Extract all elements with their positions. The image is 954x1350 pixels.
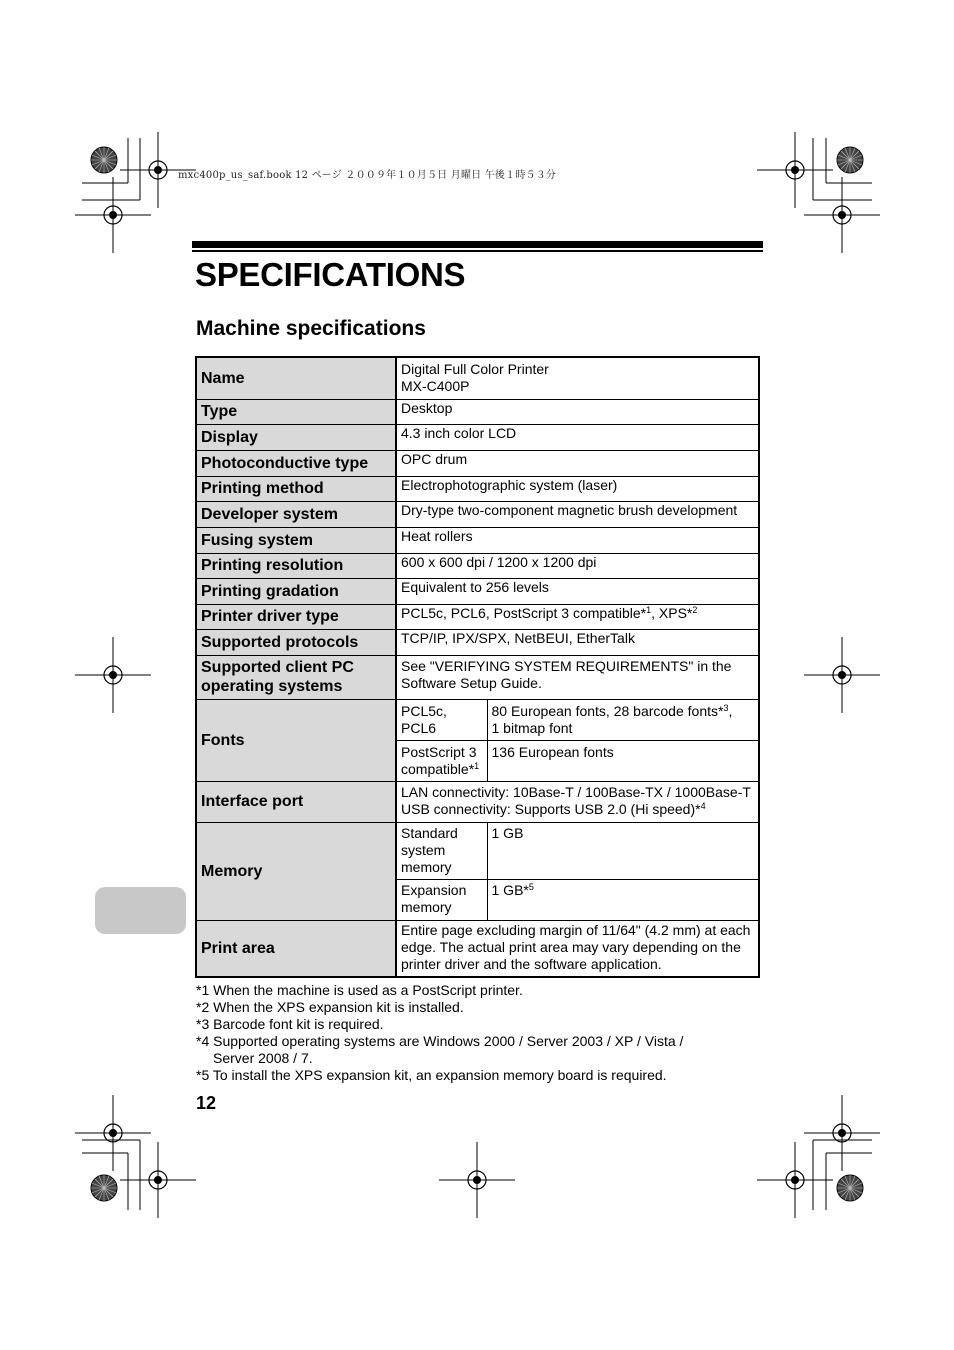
row-label: Print area <box>196 920 396 977</box>
row-value: PCL5c, PCL6, PostScript 3 compatible*$^1$, XPS*$^2$ <box>396 604 759 629</box>
row-label: Type <box>196 399 396 424</box>
row-value: 600 x 600 dpi / 1200 x 1200 dpi <box>396 553 759 578</box>
footnote: *5 To install the XPS expansion kit, an expansion memory board is required. <box>196 1067 667 1083</box>
table-row <box>196 629 759 655</box>
sub-label: Expansion memory <box>396 879 487 920</box>
row-value: OPC drum <box>396 450 759 476</box>
row-label: Developer system <box>196 501 396 527</box>
title-rule-thick <box>192 241 763 248</box>
row-label: Photoconductive type <box>196 450 396 476</box>
row-value: 4.3 inch color LCD <box>396 424 759 450</box>
row-value: Entire page excluding margin of 11/64" (4.2 mm) at each edge. The actual print area may vary depending on the printer driver and the software application. <box>396 920 759 977</box>
row-label: Interface port <box>196 781 396 822</box>
row-value: TCP/IP, IPX/SPX, NetBEUI, EtherTalk <box>396 629 759 655</box>
row-label: Memory <box>196 822 396 920</box>
table-row <box>196 604 759 629</box>
page-number: 12 <box>196 1093 217 1113</box>
sub-label: PCL5c, PCL6 <box>396 699 487 740</box>
footnote: *1 When the machine is used as a PostScript printer. <box>196 982 523 998</box>
sub-label: Standard system memory <box>396 822 487 879</box>
row-value: Desktop <box>396 399 759 424</box>
row-value <box>396 357 759 399</box>
row-label: Fusing system <box>196 527 396 553</box>
row-label: Display <box>196 424 396 450</box>
row-label: Printing gradation <box>196 578 396 604</box>
value-line: MX-C400P <box>401 378 470 394</box>
table-row <box>196 822 759 879</box>
sub-label: PostScript 3 compatible*$^1$ <box>396 740 487 781</box>
footnote: Server 2008 / 7. <box>213 1050 313 1066</box>
specifications-table <box>195 356 760 978</box>
row-value: 136 European fonts <box>487 740 759 781</box>
value-line: Digital Full Color Printer <box>401 361 549 377</box>
row-label: Printing resolution <box>196 553 396 578</box>
row-value: See "VERIFYING SYSTEM REQUIREMENTS" in the Software Setup Guide. <box>396 655 759 699</box>
table-row <box>196 357 759 399</box>
footnotes <box>196 982 683 1084</box>
row-label: Fonts <box>196 699 396 781</box>
row-value: 80 European fonts, 28 barcode fonts*$^3$, 1 bitmap font <box>487 699 759 740</box>
table-row <box>196 399 759 424</box>
row-value: Dry-type two-component magnetic brush development <box>396 501 759 527</box>
row-label: Name <box>196 357 396 399</box>
title-rule-thin <box>192 250 763 252</box>
row-value: Heat rollers <box>396 527 759 553</box>
table-row <box>196 527 759 553</box>
footnote: *2 When the XPS expansion kit is installed. <box>196 999 464 1015</box>
table-row <box>196 699 759 740</box>
row-value: 1 GB*$^5$ <box>487 879 759 920</box>
table-row <box>196 655 759 699</box>
row-label: Supported client PC operating systems <box>196 655 396 699</box>
row-value: 1 GB <box>487 822 759 879</box>
table-row <box>196 424 759 450</box>
table-row <box>196 920 759 977</box>
footnote: *3 Barcode font kit is required. <box>196 1016 384 1032</box>
table-row <box>196 553 759 578</box>
table-row <box>196 501 759 527</box>
table-row <box>196 781 759 822</box>
row-value: LAN connectivity: 10Base-T / 100Base-TX / 1000Base-T USB connectivity: Supports USB 2.0 (Hi speed)*$^4$ <box>396 781 759 822</box>
row-label: Printer driver type <box>196 604 396 629</box>
section-title: Machine specifications <box>196 317 426 340</box>
table-row <box>196 578 759 604</box>
row-label: Supported protocols <box>196 629 396 655</box>
footnote: *4 Supported operating systems are Windows 2000 / Server 2003 / XP / Vista / <box>196 1033 684 1049</box>
table-row <box>196 450 759 476</box>
row-value: Electrophotographic system (laser) <box>396 476 759 501</box>
print-header-info: mxc400p_us_saf.book 12 ページ ２００９年１０月５日 月曜日 午後１時５３分 <box>178 170 557 181</box>
page-title: SPECIFICATIONS <box>195 256 466 293</box>
row-value: Equivalent to 256 levels <box>396 578 759 604</box>
chapter-side-tab <box>95 887 186 934</box>
row-label: Printing method <box>196 476 396 501</box>
table-row <box>196 476 759 501</box>
